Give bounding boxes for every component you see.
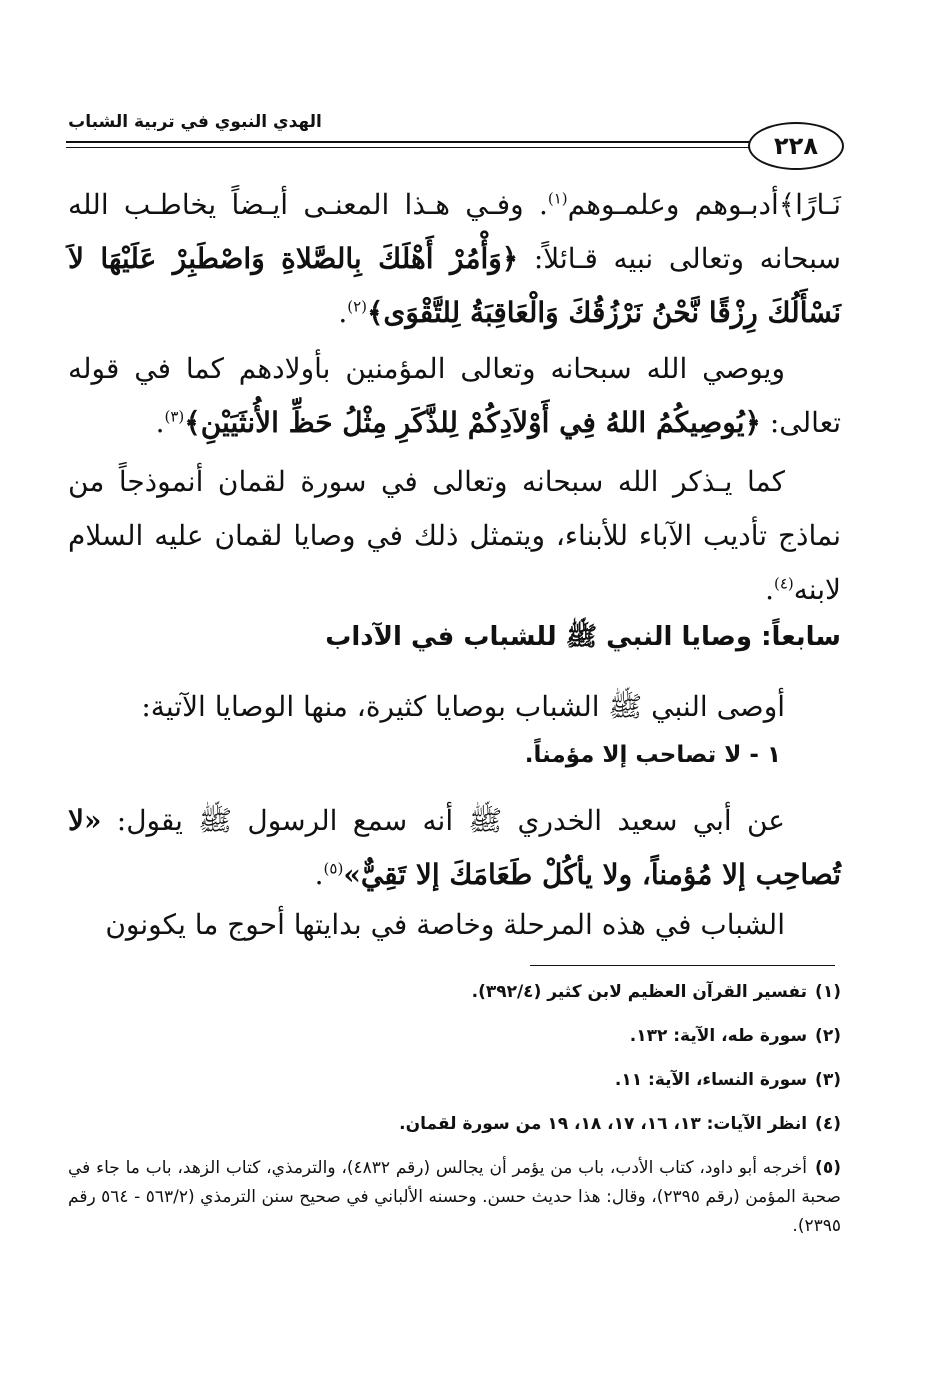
footnote-1 — [68, 978, 841, 1007]
paragraph-4 — [68, 680, 841, 734]
p1-text-3: . — [338, 296, 348, 329]
p3-text-1: كما يـذكر الله سبحانه وتعالى في سورة لقمان أنموذجاً من نماذج تأديب الآباء للأبناء، ويتمثل ذلك في وصايا لقمان عليه السلام لابنه — [68, 465, 841, 606]
paragraph-1 — [68, 178, 841, 340]
p5-hadith: «لا تُصاحِب إلا مُؤمناً، ولا يأكُلْ طَعَامَكَ إلا تَقِيٌّ» — [68, 804, 841, 891]
footnote-ref-4: (٤) — [773, 574, 794, 593]
footnote-5 — [68, 1154, 841, 1241]
page-number: ٢٢٨ — [748, 122, 844, 170]
running-title: الهدي النبوي في تربية الشباب — [68, 112, 322, 132]
p2-text-1: ويوصي الله سبحانه وتعالى المؤمنين بأولادهم كما في قوله تعالى: — [68, 352, 841, 439]
p2-text-2: . — [155, 406, 165, 439]
footnote-4 — [68, 1110, 841, 1139]
footnote-separator — [530, 965, 835, 966]
paragraph-5 — [68, 794, 841, 902]
p4-text: أوصى النبي ﷺ الشباب بوصايا كثيرة، منها الوصايا الآتية: — [141, 690, 785, 723]
footnote-ref-3: (٣) — [164, 407, 185, 426]
paragraph-6 — [68, 898, 841, 952]
footnote-number: (٢) — [815, 1026, 841, 1046]
p5-text-1: عن أبي سعيد الخدري ﷺ أنه سمع الرسول ﷺ يقول: — [101, 804, 785, 837]
header-rule — [66, 141, 756, 143]
p6-text: الشباب في هذه المرحلة وخاصة في بدايتها أحوج ما يكونون — [105, 908, 785, 941]
footnote-number: (٤) — [815, 1114, 841, 1134]
footnote-number: (٥) — [815, 1158, 841, 1178]
paragraph-3 — [68, 455, 841, 617]
footnote-ref-5: (٥) — [323, 859, 344, 878]
footnotes — [68, 978, 841, 1256]
section-heading: سابعاً: وصايا النبي ﷺ للشباب في الآداب — [325, 622, 841, 652]
footnote-3 — [68, 1066, 841, 1095]
p3-text-2: . — [765, 573, 774, 606]
footnote-text: أخرجه أبو داود، كتاب الأدب، باب من يؤمر أن يجالس (رقم ٤٨٣٢)، والترمذي، كتاب الزهد، باب ما جاء في صحبة المؤمن (رقم ٢٣٩٥)، وقال: هذا حديث حسن. وحسنه الألباني في صحيح سنن الترمذي (٥٦٣/٢ - ٥٦٤ رقم ٢٣٩٥). — [68, 1158, 841, 1236]
footnote-text: انظر الآيات: ١٣، ١٦، ١٧، ١٨، ١٩ من سورة لقمان. — [399, 1114, 808, 1134]
footnote-text: تفسير القرآن العظيم لابن كثير (٣٩٢/٤). — [471, 982, 808, 1002]
paragraph-2 — [68, 342, 841, 450]
p1-quran-verse: ﴿وَأْمُرْ أَهْلَكَ بِالصَّلاةِ وَاصْطَبِرْ عَلَيْهَا لاَ نَسْأَلُكَ رِزْقًا نَّحْنُ نَرْزُقُكَ وَالْعَاقِبَةُ لِلتَّقْوَى﴾ — [68, 242, 841, 329]
footnote-2 — [68, 1022, 841, 1051]
footnote-number: (١) — [815, 982, 841, 1002]
p1-text-2: . وفـي هـذا المعنـى أيـضاً يخاطـب الله سبحانه وتعالى نبيه قـائلاً: — [68, 188, 841, 275]
p2-quran-verse: ﴿يُوصِيكُمُ اللهُ فِي أَوْلاَدِكُمْ لِلذَّكَرِ مِثْلُ حَظِّ الأُنثَيَيْنِ﴾ — [184, 406, 761, 439]
p5-text-2: . — [314, 858, 324, 891]
footnote-ref-1: (١) — [547, 189, 568, 208]
footnote-text: سورة طه، الآية: ١٣٢. — [629, 1026, 808, 1046]
footnote-number: (٣) — [815, 1070, 841, 1090]
p1-text-1: نَـارًا﴾أدبـوهم وعلمـوهم — [567, 188, 841, 221]
sub-heading: ١ - لا تصاحب إلا مؤمناً. — [524, 742, 781, 768]
header-rule-thin — [66, 147, 756, 148]
footnote-text: سورة النساء، الآية: ١١. — [614, 1070, 808, 1090]
footnote-ref-2: (٢) — [347, 297, 368, 316]
